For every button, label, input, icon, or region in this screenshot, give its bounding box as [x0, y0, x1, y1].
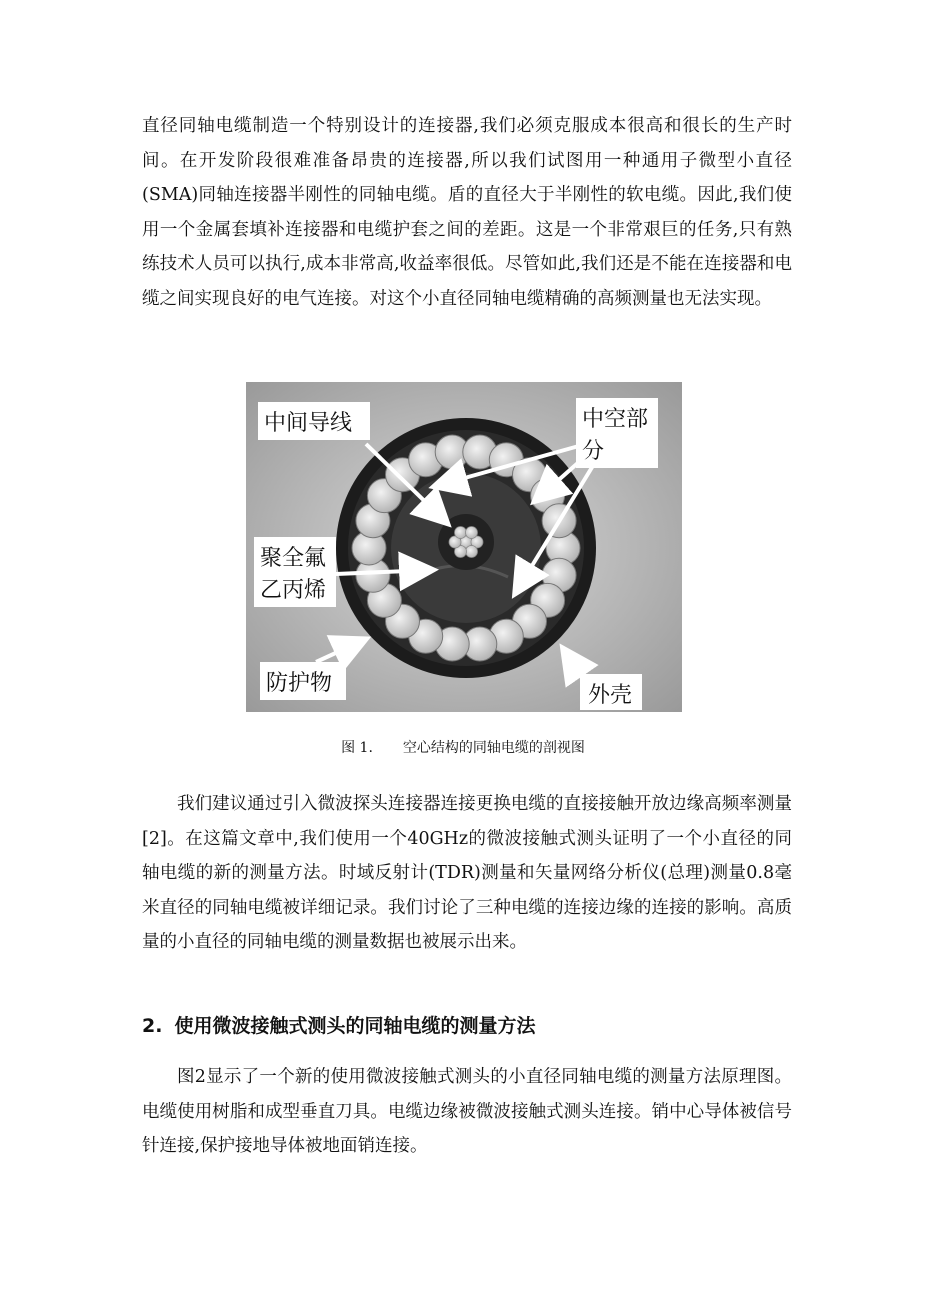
conductor-strand [455, 527, 467, 539]
coax-cross-section-image [246, 382, 682, 712]
figure-caption-text: 空心结构的同轴电缆的剖视图 [402, 740, 585, 756]
label-hollow-line1: 中空部 [582, 407, 649, 432]
label-center-conductor: 中间导线 [264, 411, 353, 436]
conductor-strand [466, 527, 478, 539]
section-heading [142, 1011, 535, 1041]
conductor-strand [466, 546, 478, 558]
label-hollow-line2: 分 [582, 439, 605, 464]
label-shield: 防护物 [266, 671, 333, 696]
label-fep-line1: 聚全氟 [260, 546, 327, 571]
figure-caption [0, 738, 926, 758]
coax-cross-section-figure [246, 382, 682, 712]
label-fep-line2: 乙丙烯 [260, 578, 327, 603]
body-paragraph-1: 直径同轴电缆制造一个特别设计的连接器,我们必须克服成本很高和很长的生产时间。在开发阶段很难准备昂贵的连接器,所以我们试图用一种通用子微型小直径(SMA)同轴连接器半刚性的同轴电缆。盾的直径大于半刚性的软电缆。因此,我们使用一个金属套填补连接器和电缆护套之间的差距。这是一个非常艰巨的任务,只有熟练技术人员可以执行,成本非常高,收益率很低。尽管如此,我们还是不能在连接器和电缆之间实现良好的电气连接。对这个小直径同轴电缆精确的高频测量也无法实现。 [142, 116, 792, 309]
label-jacket: 外壳 [588, 683, 633, 708]
section-number: 2. [142, 1015, 163, 1037]
section-title: 使用微波接触式测头的同轴电缆的测量方法 [174, 1015, 536, 1037]
figure-caption-number: 图 1. [341, 740, 373, 756]
body-paragraph-3: 图2显示了一个新的使用微波接触式测头的小直径同轴电缆的测量方法原理图。电缆使用树脂和成型垂直刀具。电缆边缘被微波接触式测头连接。销中心导体被信号针连接,保护接地导体被地面销连接。 [142, 1067, 792, 1156]
body-paragraph-2: 我们建议通过引入微波探头连接器连接更换电缆的直接接触开放边缘高频率测量[2]。在这篇文章中,我们使用一个40GHz的微波接触式测头证明了一个小直径的同轴电缆的新的测量方法。时域反射计(TDR)测量和矢量网络分析仪(总理)测量0.8毫米直径的同轴电缆被详细记录。我们讨论了三种电缆的连接边缘的连接的影响。高质量的小直径的同轴电缆的测量数据也被展示出来。 [142, 794, 792, 952]
